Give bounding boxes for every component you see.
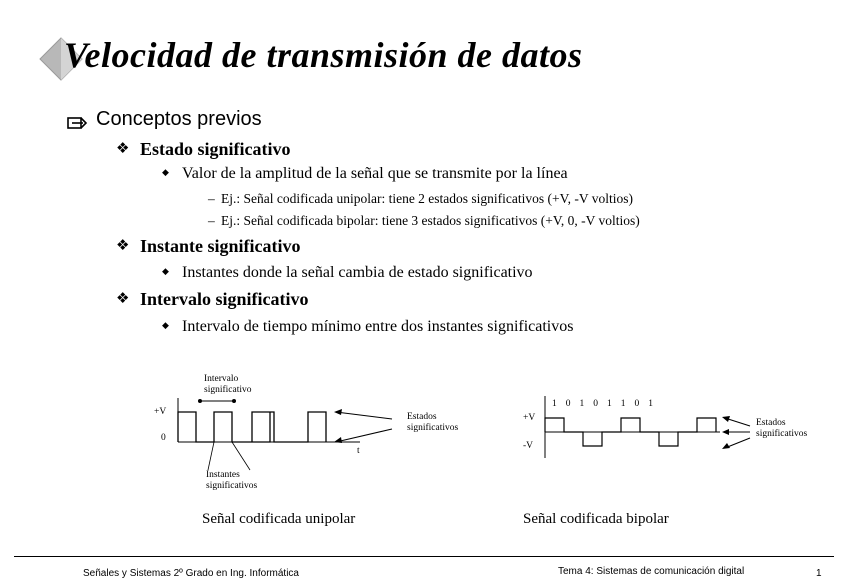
- dash-marker: –: [208, 213, 215, 228]
- section-heading: Conceptos previos: [96, 108, 262, 130]
- footer-course: Señales y Sistemas 2º Grado en Ing. Informática: [83, 568, 299, 579]
- four-diamond-icon: ❖: [116, 289, 130, 307]
- footer-divider: [14, 556, 834, 557]
- footer-page-number: 1: [816, 568, 822, 579]
- unipolar-plus-v-label: +V: [154, 407, 167, 417]
- dash-marker: –: [208, 191, 215, 206]
- bipolar-minus-v-label: -V: [523, 441, 534, 451]
- unipolar-caption: Señal codificada unipolar: [202, 511, 356, 527]
- sub-bullet-bipolar: Ej.: Señal codificada bipolar: tiene 3 estados significativos (+V, 0, -V voltios): [221, 213, 640, 228]
- unipolar-interval-label: Intervalo significativo: [204, 374, 252, 395]
- bit-label: 0: [565, 399, 571, 409]
- slide-title: Velocidad de transmisión de datos: [64, 35, 583, 75]
- unipolar-states-label: Estados significativos: [407, 412, 459, 433]
- section-marker-icon: [66, 115, 88, 131]
- bullet-estado: Valor de la amplitud de la señal que se transmite por la línea: [182, 165, 568, 182]
- unipolar-zero-label: 0: [161, 433, 166, 443]
- unipolar-t-label: t: [357, 446, 360, 456]
- bipolar-plus-v-label: +V: [523, 413, 536, 423]
- bit-label: 1: [648, 399, 653, 409]
- diamond-bullet-icon: ◆: [162, 168, 169, 178]
- unipolar-instants-label: Instantes significativos: [206, 470, 258, 491]
- bit-label: 1: [579, 399, 585, 409]
- bit-label: 1: [620, 399, 626, 409]
- sub-bullet-unipolar: Ej.: Señal codificada unipolar: tiene 2 estados significativos (+V, -V voltios): [221, 191, 634, 206]
- item-heading-intervalo: Intervalo significativo: [140, 289, 309, 309]
- four-diamond-icon: ❖: [116, 236, 130, 254]
- four-diamond-icon: ❖: [116, 139, 130, 157]
- bullet-instante: Instantes donde la señal cambia de estado significativo: [182, 264, 533, 281]
- bullet-intervalo: Intervalo de tiempo mínimo entre dos instantes significativos: [182, 318, 574, 335]
- bit-label: 1: [607, 399, 612, 409]
- item-heading-instante: Instante significativo: [140, 236, 301, 256]
- bit-label: 1: [552, 399, 557, 409]
- diamond-bullet-icon: ◆: [162, 267, 169, 277]
- bipolar-states-label: Estados significativos: [756, 418, 808, 439]
- item-heading-estado: Estado significativo: [140, 139, 291, 159]
- unipolar-signal-diagram: [170, 392, 410, 472]
- diamond-bullet-icon: ◆: [162, 321, 169, 331]
- bit-label: 0: [634, 399, 640, 409]
- footer-topic: Tema 4: Sistemas de comunicación digital: [558, 566, 745, 577]
- bipolar-bits: [552, 399, 702, 410]
- bipolar-caption: Señal codificada bipolar: [523, 511, 669, 527]
- bit-label: 0: [593, 399, 598, 409]
